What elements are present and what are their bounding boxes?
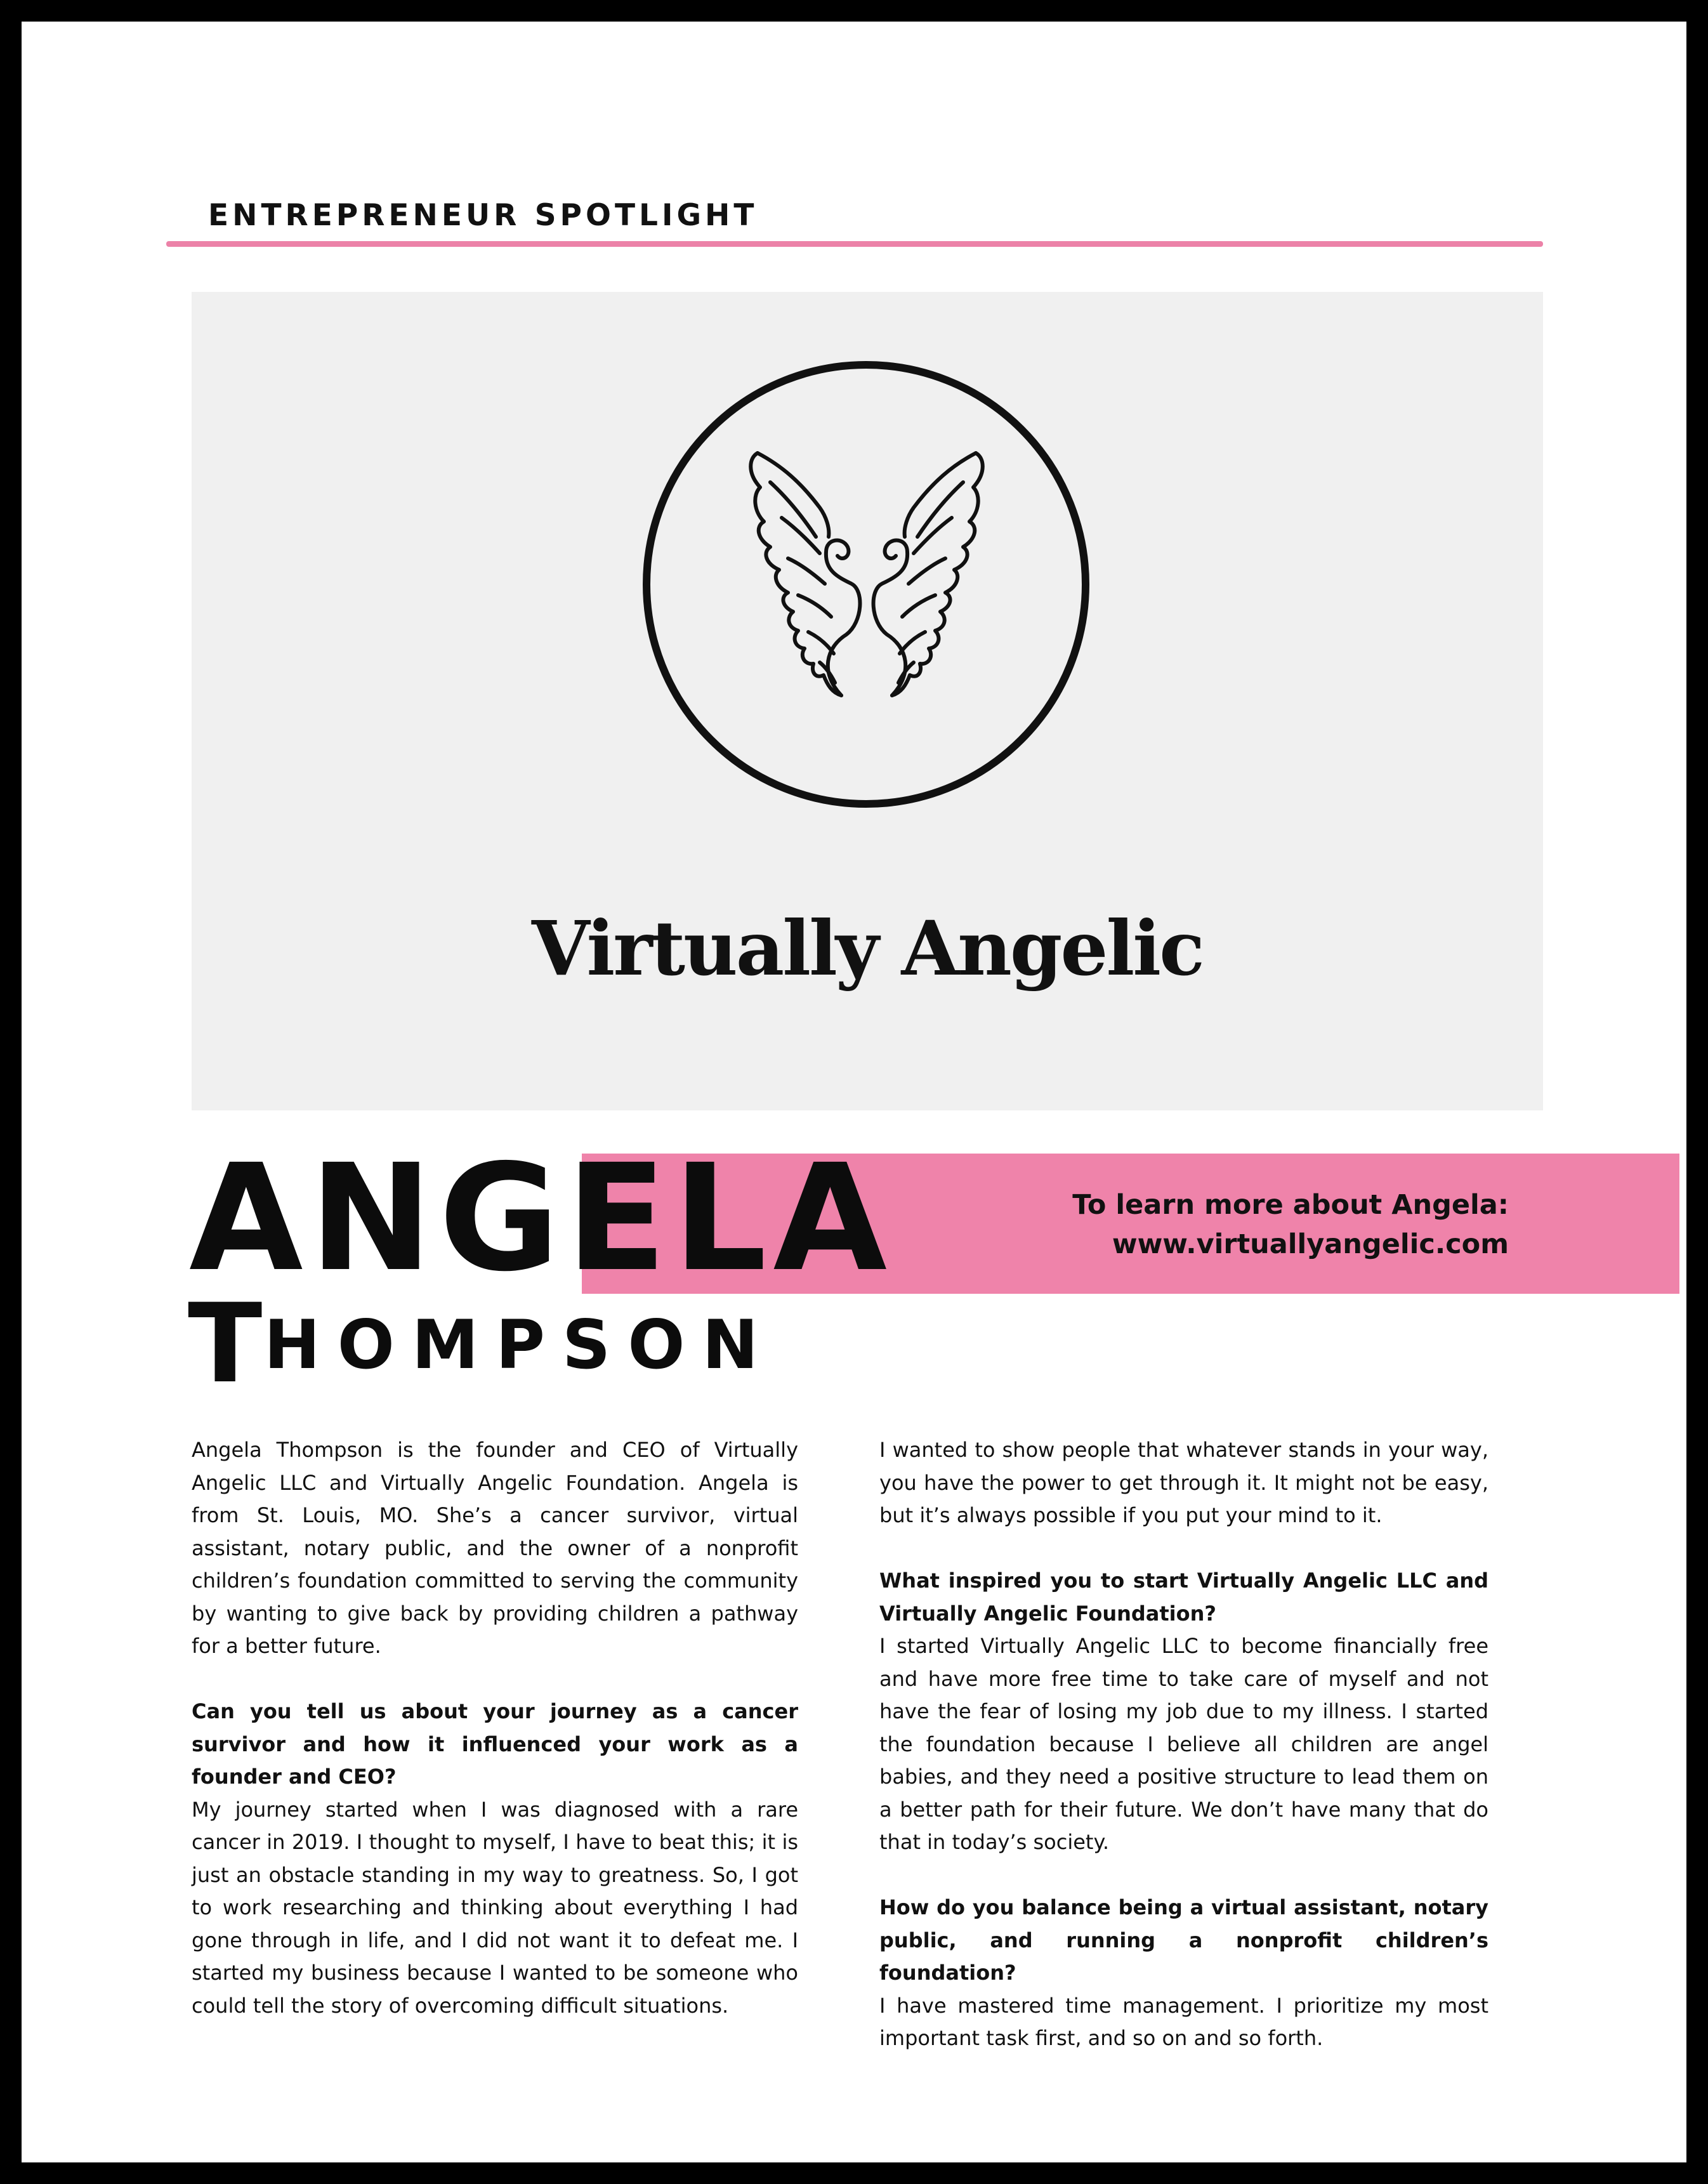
header-divider [166,241,1543,247]
intro-paragraph: Angela Thompson is the founder and CEO of Virtually Angelic LLC and Virtually Angelic Foundation. Angela is from St. Louis, MO. She’s a cancer survivor, virtual assistant, notary public, and the owner of a nonprofit children’s foundation committed to serving the community by wanting to give back by providing children a pathway for a better future. [192,1438,798,1658]
magazine-page [22,22,1686,2162]
last-name-heading: HOMPSON [264,1306,776,1384]
first-name-heading: ANGELA [189,1133,894,1304]
question-3: How do you balance being a virtual assistant, notary public, and running a nonprofit children’s foundation? [879,1895,1488,1985]
section-kicker: ENTREPRENEUR SPOTLIGHT [208,198,758,233]
last-name-initial: T [188,1280,263,1407]
website-link[interactable]: www.virtuallyangelic.com [1112,1228,1509,1260]
brand-name: Virtually Angelic [532,904,1203,992]
logo-panel [192,292,1543,1110]
contact-banner-line: To learn more about Angela: [1072,1189,1509,1221]
contact-banner-text [874,1185,1509,1264]
question-2: What inspired you to start Virtually Angelic LLC and Virtually Angelic Foundation? [879,1569,1488,1626]
question-1: Can you tell us about your journey as a cancer survivor and how it influenced your work as a founder and CEO? [192,1699,798,1789]
answer-2: I started Virtually Angelic LLC to become financially free and have more free time to take care of myself and not have the fear of losing my job due to my illness. I started the foundation because I believe all children are angel babies, and they need a positive structure to lead them on a better path for their future. We don’t have many that do that in today’s society. [879,1634,1488,1854]
answer-1-continued: I wanted to show people that whatever stands in your way, you have the power to get through it. It might not be easy, but it’s always possible if you put your mind to it. [879,1438,1488,1527]
article-column-left [192,1434,798,2022]
answer-1: My journey started when I was diagnosed with a rare cancer in 2019. I thought to myself, I have to beat this; it is just an obstacle standing in my way to greatness. So, I got to work researching and thinking about everything I had gone through in life, and I did not want it to defeat me. I started my business because I wanted to be someone who could tell the story of overcoming difficult situations. [192,1797,798,2018]
answer-3: I have mastered time management. I prioritize my most important task first, and so on and so forth. [879,1993,1488,2050]
article-column-right [879,1434,1488,2055]
